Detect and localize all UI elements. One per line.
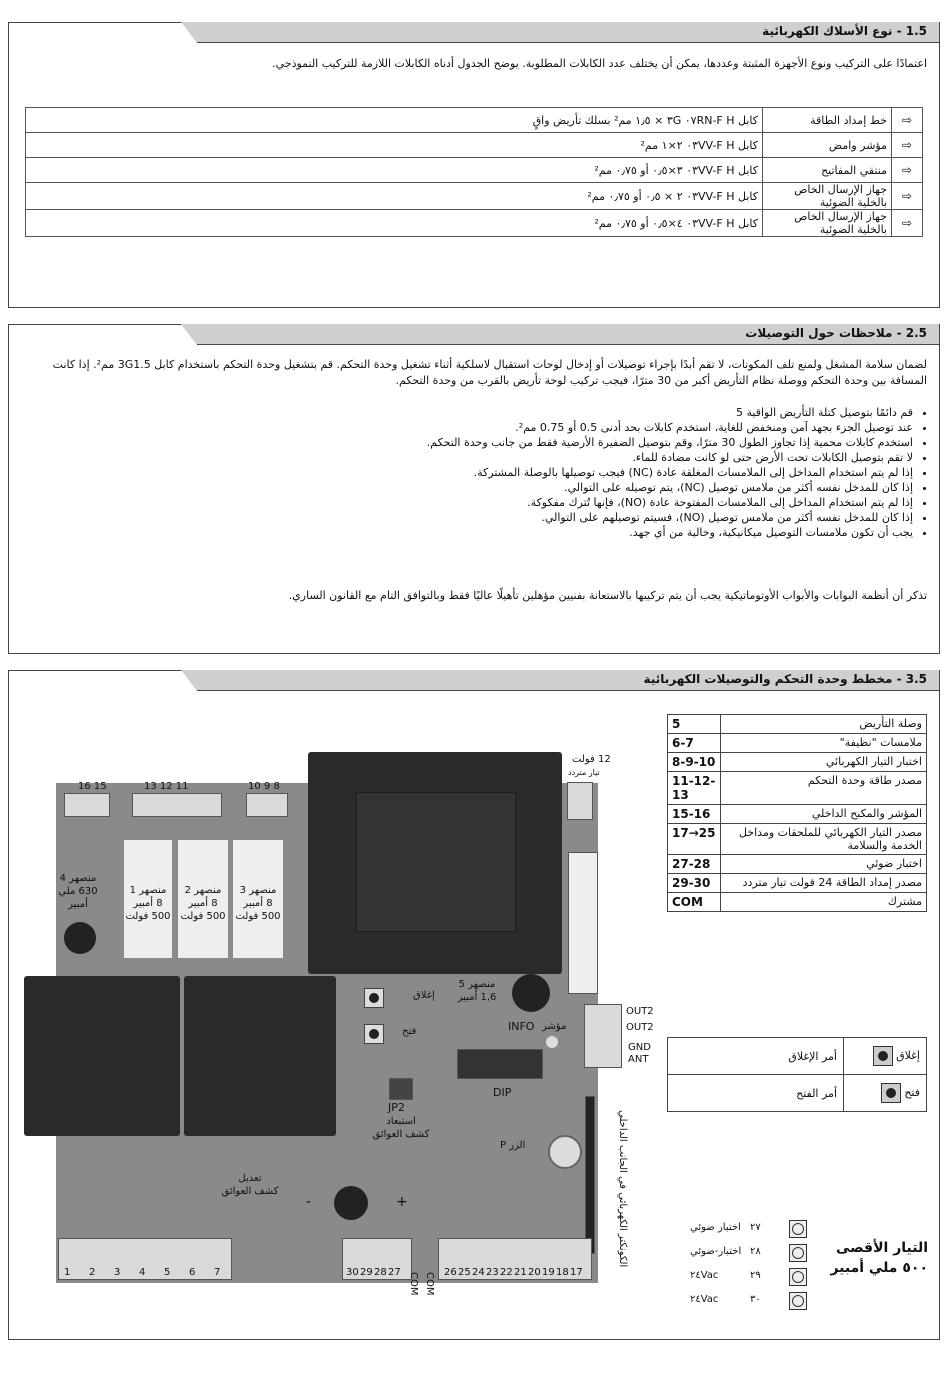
label-12v: 12 فولت <box>572 754 611 765</box>
section-title: 2.5 - ملاحظات حول التوصيلات <box>745 326 927 340</box>
legend-desc: اختبار ضوئي <box>721 855 927 874</box>
legend-desc: ملامسات "نظيفة" <box>721 734 927 753</box>
terminal-number: 2 <box>89 1267 96 1278</box>
open-button[interactable] <box>364 1024 384 1044</box>
out2-label-1: OUT2 <box>626 1006 654 1017</box>
section-cables <box>8 22 940 308</box>
legend-key: 8-9-10 <box>668 753 721 772</box>
fuse-4-label: منصهر 4 630 ملي أمبير <box>58 873 98 910</box>
minus-sign: - <box>306 1194 312 1210</box>
terminal-number: 28 <box>374 1267 387 1278</box>
legend-key: 27-28 <box>668 855 721 874</box>
terminal-block-16-15[interactable] <box>64 793 110 817</box>
terminal-number: 20 <box>528 1267 541 1278</box>
legend-desc: مصدر التيار الكهربائي للملحقات ومداخل الخدمة والسلامة <box>721 824 927 855</box>
terminal-number: 24 <box>472 1267 485 1278</box>
close-button-label: إغلاق <box>413 990 435 1001</box>
note-item: • إذا كان للمدخل نفسه أكثر من ملامس توصيل (NC)، يتم توصيله على التوالي. <box>113 480 913 495</box>
command-buttons-table <box>667 1037 927 1112</box>
legend-desc: وصلة التأريض <box>721 715 927 734</box>
cable-spec: كابل H ٠٣VV-F ٤×٠٫٥ أو ٠٫٧٥ مم² <box>26 210 763 237</box>
legend-key: 29-30 <box>668 874 721 893</box>
terminal-number: ٢٧ <box>750 1222 761 1233</box>
cable-row <box>26 183 923 210</box>
intro-text: لضمان سلامة المشغل ولمنع تلف المكونات، لا تقم أبدًا بإجراء توصيلات أو إدخال لوحات استقبال لاسلكية أثناء تشغيل وحدة التحكم. قم بتشغيل وحدة التحكم باستخدام كابل 3G1.5 مم². إذا كانت المسافة بين وحدة التحكم ووصلة نظام التأريض أكبر من 30 مترًا، فيجب تركيب لوحة تأريض بالقرب من وحدة التحكم. <box>52 358 927 387</box>
legend-row <box>668 893 927 912</box>
arrow-icon: ⇨ <box>892 210 923 237</box>
close-button[interactable] <box>364 988 384 1008</box>
device-name: جهاز الإرسال الخاص بالخلية الضوئية <box>763 183 892 210</box>
terminal-number: ٢٨ <box>750 1246 761 1257</box>
fuse-5 <box>512 974 550 1012</box>
fuse-4 <box>64 922 96 954</box>
terminal-number: 4 <box>139 1267 146 1278</box>
legend-desc: مصدر طاقة وحدة التحكم <box>721 772 927 805</box>
terminal-number: 29 <box>360 1267 373 1278</box>
command-row <box>668 1075 927 1112</box>
cable-row <box>26 210 923 237</box>
relay-right <box>184 976 336 1136</box>
terminal-function: ٢٤Vac <box>690 1294 719 1305</box>
note-item: • إذا كان للمدخل نفسه أكثر من ملامس توصيل (NO)، فسيتم توصيلهم على التوالي. <box>113 510 913 525</box>
terminal-function: اختبار-ضوئي <box>690 1246 742 1257</box>
transformer <box>308 752 562 974</box>
device-name: مؤشر وامض <box>763 133 892 158</box>
screw-terminal-icon <box>789 1220 807 1238</box>
terminal-number: 1 <box>64 1267 71 1278</box>
terminal-number: ٢٩ <box>750 1270 761 1281</box>
dip-switch[interactable] <box>457 1049 543 1079</box>
terminal-function: ٢٤Vac <box>690 1270 719 1281</box>
terminal-number: 21 <box>514 1267 527 1278</box>
fuse-2: منصهر 2 8 أمبير 500 فولت <box>178 840 228 958</box>
com-label-1: COM <box>408 1272 419 1296</box>
legend-key: 6-7 <box>668 734 721 753</box>
legend-row <box>668 734 927 753</box>
jp2-jumper[interactable] <box>389 1078 413 1100</box>
side-connector-label: الكونكتر الكهربائي في الجانب الداخلي <box>617 1110 628 1268</box>
arrow-icon: ⇨ <box>892 108 923 133</box>
section-header <box>197 324 939 345</box>
arrow-icon: ⇨ <box>892 183 923 210</box>
legend-row <box>668 824 927 855</box>
note-item: • إذا لم يتم استخدام المداخل إلى الملامسات المغلقة عادة (NC) فيجب توصيلها بالوصلة المشتركة. <box>113 465 913 480</box>
device-name: منتقي المفاتيح <box>763 158 892 183</box>
note-item: • قم دائمًا بتوصيل كتلة التأريض الواقية 5 <box>113 405 913 420</box>
legend-row <box>668 805 927 824</box>
cable-row <box>26 158 923 183</box>
info-label: INFO <box>508 1020 535 1033</box>
cable-spec: كابل H ٠٣VV-F ٢×١ مم² <box>26 133 763 158</box>
relay-left <box>24 976 180 1136</box>
dip-label: DIP <box>493 1086 512 1099</box>
ant-label: ANT <box>628 1054 649 1065</box>
screw-terminal-icon <box>789 1244 807 1262</box>
legend-key: 17→25 <box>668 824 721 855</box>
command-row <box>668 1038 927 1075</box>
section-header <box>197 670 939 691</box>
legend-row <box>668 855 927 874</box>
fuse-3: منصهر 3 8 أمبير 500 فولت <box>233 840 283 958</box>
legend-row <box>668 753 927 772</box>
notes-list <box>113 405 927 540</box>
terminal-number: 25 <box>458 1267 471 1278</box>
legend-row <box>668 874 927 893</box>
terminal-number: 6 <box>189 1267 196 1278</box>
terminal-block-12v[interactable] <box>567 782 593 820</box>
legend-key: 15-16 <box>668 805 721 824</box>
screw-terminal-icon <box>789 1268 807 1286</box>
legend-row <box>668 715 927 734</box>
aux-connector[interactable] <box>584 1004 622 1068</box>
terminal-block-10-8[interactable] <box>246 793 288 817</box>
terminal-block-13-11[interactable] <box>132 793 222 817</box>
legend-key: 11-12-13 <box>668 772 721 805</box>
terminal-number: 5 <box>164 1267 171 1278</box>
note-item: • عند توصيل الجزء بجهد آمن ومنخفض للغاية، استخدم كابلات بحد أدنى 0.5 أو 0.75 مم². <box>113 420 913 435</box>
cable-spec: كابل H ٠٣VV-F ٢ × ٠٫٥ أو ٠٫٧٥ مم² <box>26 183 763 210</box>
terminal-number: 26 <box>444 1267 457 1278</box>
section-connection-notes <box>8 324 940 654</box>
screw-terminal-icon <box>789 1292 807 1310</box>
terminal-number: 30 <box>346 1267 359 1278</box>
note-item: • يجب أن تكون ملامسات التوصيل ميكانيكية، وخالية من أي جهد. <box>113 525 913 540</box>
push-button-icon <box>873 1046 893 1066</box>
cable-spec: كابل H ٠٣VV-F ٣×٠٫٥ أو ٠٫٧٥ مم² <box>26 158 763 183</box>
cable-spec: كابل H ٠٧RN-F ٣G × ١٫٥ مم² بسلك تأريض واقٍ <box>26 108 763 133</box>
legend-key: 5 <box>668 715 721 734</box>
terminal-label-10-8: 10 9 8 <box>248 781 280 792</box>
jp2-desc: استبعاد كشف العوائق <box>372 1116 430 1140</box>
legend-desc: مصدر إمداد الطاقة 24 فولت تيار متردد <box>721 874 927 893</box>
cables-table <box>25 107 923 237</box>
command-desc: أمر الإغلاق <box>668 1038 844 1075</box>
info-led <box>546 1036 558 1048</box>
open-button-label: فتح <box>402 1026 417 1037</box>
command-button-label: إغلاق <box>896 1049 920 1062</box>
terminal-number: 23 <box>486 1267 499 1278</box>
note-item: • لا تقم بتوصيل الكابلات تحت الأرض حتى لو كانت مضادة للماء. <box>113 450 913 465</box>
jp2-label: JP2 <box>388 1101 405 1114</box>
terminal-function: اختبار ضوئي <box>690 1222 741 1233</box>
gnd-label: GND <box>628 1042 651 1053</box>
note-item: • إذا لم يتم استخدام المداخل إلى الملامسات المفتوحة عادة (NO)، فإنها تُترك مفكوكة. <box>113 495 913 510</box>
legend-desc: مشترك <box>721 893 927 912</box>
legend-row <box>668 772 927 805</box>
p-button-label: الزر P <box>500 1140 526 1151</box>
cable-row <box>26 108 923 133</box>
cable-row <box>26 133 923 158</box>
fuse-1: منصهر 1 8 أمبير 500 فولت <box>124 840 172 958</box>
footer-text: تذكر أن أنظمة البوابات والأبواب الأوتوماتيكية يجب أن يتم تركيبها بالاستعانة بفنيين مؤهلين تأهيلًا عاليًا فقط وبالتوافق التام مع القانون الساري. <box>288 589 927 602</box>
section-title: 3.5 - مخطط وحدة التحكم والتوصيلات الكهربائية <box>643 672 927 686</box>
terminal-label-16-15: 16 15 <box>78 781 107 792</box>
terminal-number: 27 <box>388 1267 401 1278</box>
terminal-number: ٣٠ <box>750 1294 761 1305</box>
section-header <box>197 22 939 43</box>
command-button-cell <box>844 1075 927 1112</box>
terminal-label-13-11: 13 12 11 <box>144 781 189 792</box>
side-pin-header <box>585 1096 595 1254</box>
note-item: • استخدم كابلات محمية إذا تجاوز الطول 30 مترًا، وقم بتوصيل الضفيرة الأرضية فقط من جانب وحدة التحكم. <box>113 435 913 450</box>
intro-text: اعتمادًا على التركيب ونوع الأجهزة المثبتة وعددها، يمكن أن يختلف عدد الكابلات المطلوبة. يوضح الجدول أدناه الكابلات اللازمة للتركيب النموذجي. <box>272 57 927 70</box>
p-button[interactable] <box>548 1135 582 1169</box>
legend-desc: اختبار التيار الكهربائي <box>721 753 927 772</box>
adjust-label: تعديل كشف العوائق <box>221 1173 279 1197</box>
terminal-number: 7 <box>214 1267 221 1278</box>
arrow-icon: ⇨ <box>892 133 923 158</box>
terminal-number: 22 <box>500 1267 513 1278</box>
arrow-icon: ⇨ <box>892 158 923 183</box>
label-12v-ac: تيار متردد <box>568 768 600 777</box>
device-name: جهاز الإرسال الخاص بالخلية الضوئية <box>763 210 892 237</box>
command-button-cell <box>844 1038 927 1075</box>
indicator-label: مؤشر <box>542 1021 567 1032</box>
terminal-legend-table <box>667 714 927 912</box>
push-button-icon <box>881 1083 901 1103</box>
max-current-label: التيار الأقصى ٥٠٠ ملي أمبير <box>830 1240 928 1276</box>
terminal-number: 17 <box>570 1267 583 1278</box>
sensitivity-trimmer[interactable] <box>334 1186 368 1220</box>
section-title: 1.5 - نوع الأسلاك الكهربائية <box>762 24 927 38</box>
command-desc: أمر الفتح <box>668 1075 844 1112</box>
com-label-2: COM <box>424 1272 435 1296</box>
plus-sign: + <box>396 1194 408 1210</box>
legend-key: COM <box>668 893 721 912</box>
command-button-label: فتح <box>904 1086 920 1099</box>
out2-label-2: OUT2 <box>626 1022 654 1033</box>
terminal-number: 19 <box>542 1267 555 1278</box>
terminal-number: 3 <box>114 1267 121 1278</box>
legend-desc: المؤشر والمكبح الداخلي <box>721 805 927 824</box>
device-name: خط إمداد الطاقة <box>763 108 892 133</box>
connector-side-top <box>568 852 598 994</box>
fuse-5-label: منصهر 5 1,6 أمبير <box>457 979 497 1003</box>
terminal-number: 18 <box>556 1267 569 1278</box>
